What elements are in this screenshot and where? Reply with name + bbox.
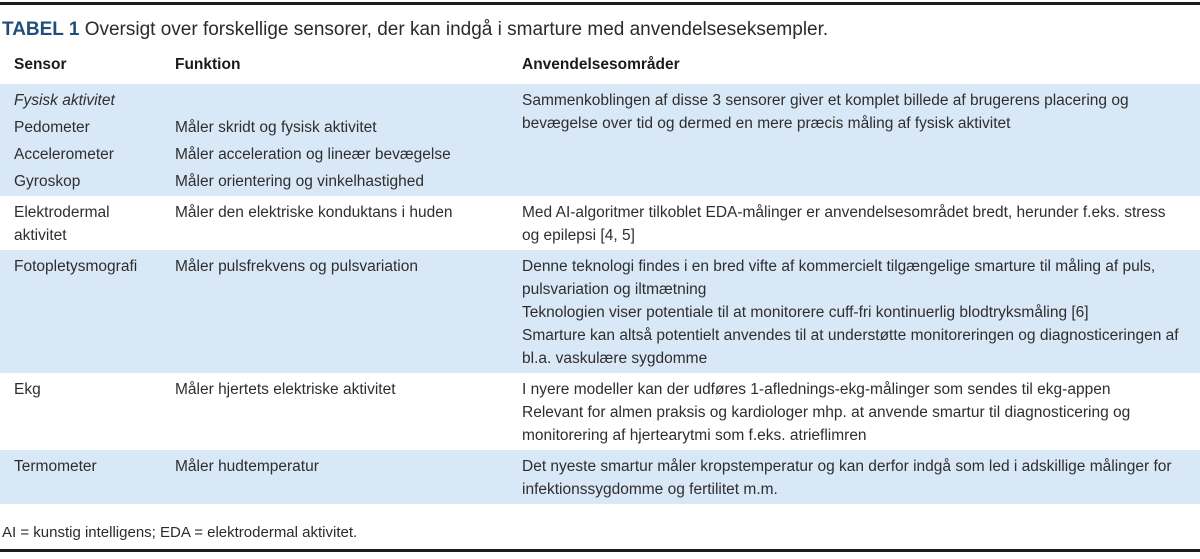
table-row	[0, 250, 1200, 373]
sensor-cell: Ekg	[0, 373, 161, 450]
funktion-cell: Måler acceleration og lineær bevægelse	[161, 141, 508, 168]
sensor-cell: Fysisk aktivitet	[0, 84, 161, 114]
column-header-sensor: Sensor	[14, 56, 67, 73]
funktion-cell: Måler orientering og vinkelhastighed	[161, 168, 508, 196]
anvendelse-cell	[508, 450, 1200, 504]
anvendelse-paragraph: Med AI-algoritmer tilkoblet EDA-målinger er anvendelsesområdet bredt, herunder f.eks. stress og epilepsi [4, 5]	[522, 204, 1166, 244]
anvendelse-cell	[508, 373, 1200, 450]
anvendelse-paragraph: I nyere modeller kan der udføres 1-aflednings-ekg-målinger som sendes til ekg-appen	[522, 381, 1111, 398]
table-body	[0, 84, 1200, 504]
sensor-table	[0, 56, 1200, 504]
anvendelse-paragraph: Det nyeste smartur måler kropstemperatur og kan derfor indgå som led i adskillige målinger for infektionssygdomme og fertilitet m.m.	[522, 458, 1172, 498]
anvendelse-paragraph: Teknologien viser potentiale til at monitorere cuff-fri kontinuerlig blodtryksmåling [6]	[522, 304, 1089, 321]
bottom-rule	[0, 549, 1200, 552]
sensor-cell: Fotopletysmografi	[0, 250, 161, 373]
table-title-label: TABEL 1	[2, 19, 80, 40]
funktion-cell: Måler den elektriske konduktans i huden	[161, 196, 508, 250]
footnote: AI = kunstig intelligens; EDA = elektrodermal aktivitet.	[2, 524, 358, 541]
table-header	[0, 56, 1200, 84]
anvendelse-paragraph: Denne teknologi findes i en bred vifte af kommercielt tilgængelige smarture til måling af puls, pulsvariation og iltmætning	[522, 258, 1156, 298]
table-title	[2, 18, 1200, 42]
header-row	[0, 56, 1200, 84]
table-row	[0, 196, 1200, 250]
sensor-cell: Termometer	[0, 450, 161, 504]
table-row	[0, 450, 1200, 504]
column-header-anvendelsesomraader: Anvendelsesområder	[522, 56, 680, 73]
funktion-cell: Måler skridt og fysisk aktivitet	[161, 114, 508, 141]
anvendelse-cell	[508, 250, 1200, 373]
anvendelse-cell	[508, 84, 1200, 196]
sensor-cell: Elektrodermal aktivitet	[0, 196, 161, 250]
funktion-cell: Måler hudtemperatur	[161, 450, 508, 504]
anvendelse-paragraph: Relevant for almen praksis og kardiologer mhp. at anvende smartur til diagnosticering og monitorering af hjertearytmi som f.eks. atrieflimren	[522, 404, 1131, 444]
sensor-cell: Pedometer	[0, 114, 161, 141]
anvendelse-cell	[508, 196, 1200, 250]
top-rule	[0, 2, 1200, 5]
anvendelse-paragraph: Smarture kan altså potentielt anvendes til at understøtte monitoreringen og diagnosticeringen af bl.a. vaskulære sygdomme	[522, 327, 1179, 367]
funktion-cell: Måler hjertets elektriske aktivitet	[161, 373, 508, 450]
sensor-cell: Gyroskop	[0, 168, 161, 196]
column-header-funktion: Funktion	[175, 56, 241, 73]
funktion-cell	[161, 84, 508, 114]
table-row	[0, 373, 1200, 450]
funktion-cell: Måler pulsfrekvens og pulsvariation	[161, 250, 508, 373]
sensor-cell: Accelerometer	[0, 141, 161, 168]
table-title-text: Oversigt over forskellige sensorer, der kan indgå i smarture med anvendelseseksempler.	[84, 19, 829, 40]
anvendelse-paragraph: Sammenkoblingen af disse 3 sensorer giver et komplet billede af brugerens placering og bevægelse over tid og dermed en mere præcis måling af fysisk aktivitet	[522, 92, 1129, 132]
table-row	[0, 84, 1200, 114]
